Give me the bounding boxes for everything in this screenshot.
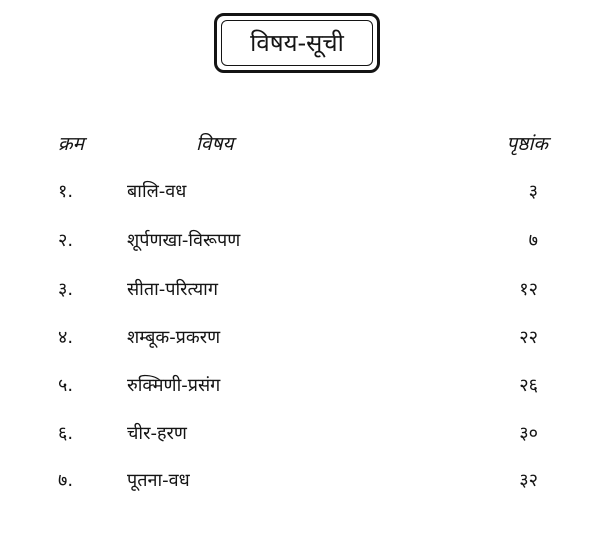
column-header-subject: विषय [196,133,234,155]
toc-row [0,419,600,449]
entry-number: १. [58,181,74,202]
entry-subject: पूतना-वध [127,470,190,491]
toc-row [0,275,600,305]
toc-row [0,371,600,401]
entry-page: ७ [528,230,538,251]
page-title: विषय-सूची [250,29,344,57]
toc-row [0,177,600,207]
entry-page: ३ [528,181,538,202]
entry-page: ३० [519,423,538,444]
entry-number: ४. [58,327,74,348]
entry-page: १२ [519,279,538,300]
entry-number: ७. [58,470,74,491]
column-header-page: पृष्ठांक [506,133,548,155]
title-inner-frame [221,20,373,66]
toc-row [0,323,600,353]
entry-page: २६ [519,375,538,396]
entry-subject: शूर्पणखा-विरूपण [127,230,241,251]
entry-number: ५. [58,375,74,396]
entry-subject: शम्बूक-प्रकरण [127,327,221,348]
entry-page: ३२ [519,470,538,491]
toc-row [0,226,600,256]
entry-subject: सीता-परित्याग [127,279,218,300]
entry-subject: रुक्मिणी-प्रसंग [127,375,221,396]
title-frame [214,13,380,73]
column-header-number: क्रम [58,133,84,155]
entry-number: २. [58,230,74,251]
toc-row [0,466,600,496]
entry-subject: चीर-हरण [127,423,187,444]
entry-page: २२ [519,327,538,348]
entry-number: ६. [58,423,74,444]
entry-number: ३. [58,279,74,300]
entry-subject: बालि-वध [127,181,187,202]
